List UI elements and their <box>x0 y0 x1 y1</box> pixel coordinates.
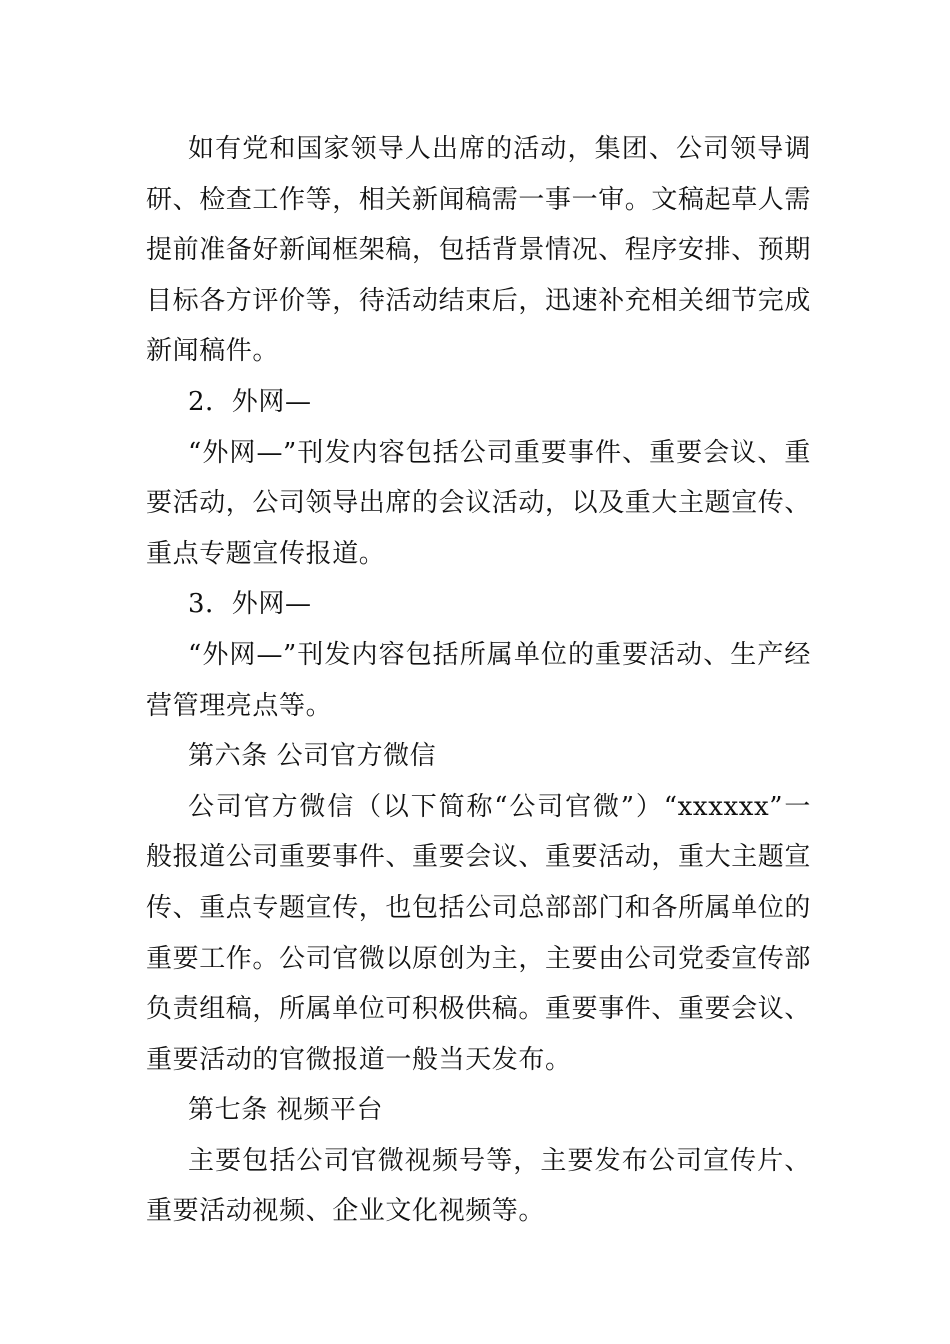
paragraph-news-review: 如有党和国家领导人出席的活动，集团、公司领导调研、检查工作等，相关新闻稿需一事一审。文稿起草人需提前准备好新闻框架稿，包括背景情况、程序安排、预期目标各方评价等，待活动结束后，迅速补充相关细节完成新闻稿件。 <box>146 134 812 367</box>
section-heading-external-net-2: 2．外网— <box>188 386 312 417</box>
paragraph-official-wechat: 公司官方微信（以下简称“公司官微”）“xxxxxx”一般报道公司重要事件、重要会议、重要活动，重大主题宣传、重点专题宣传，也包括公司总部部门和各所属单位的重要工作。公司官微以原创为主，主要由公司党委宣传部负责组稿，所属单位可积极供稿。重要事件、重要会议、重要活动的官微报道一般当天发布。 <box>146 791 812 1075</box>
section-heading-external-net-3: 3．外网— <box>188 589 312 620</box>
article-heading-6: 第六条 公司官方微信 <box>188 741 437 772</box>
paragraph-external-net-3: “外网—”刊发内容包括所属单位的重要活动、生产经营管理亮点等。 <box>146 639 811 721</box>
document-body <box>146 124 811 1237</box>
paragraph-video-platform: 主要包括公司官微视频号等，主要发布公司宣传片、重要活动视频、企业文化视频等。 <box>146 1145 811 1227</box>
article-heading-7: 第七条 视频平台 <box>188 1095 384 1126</box>
paragraph-external-net-2: “外网—”刊发内容包括公司重要事件、重要会议、重要活动，公司领导出席的会议活动，以及重大主题宣传、重点专题宣传报道。 <box>146 437 812 569</box>
